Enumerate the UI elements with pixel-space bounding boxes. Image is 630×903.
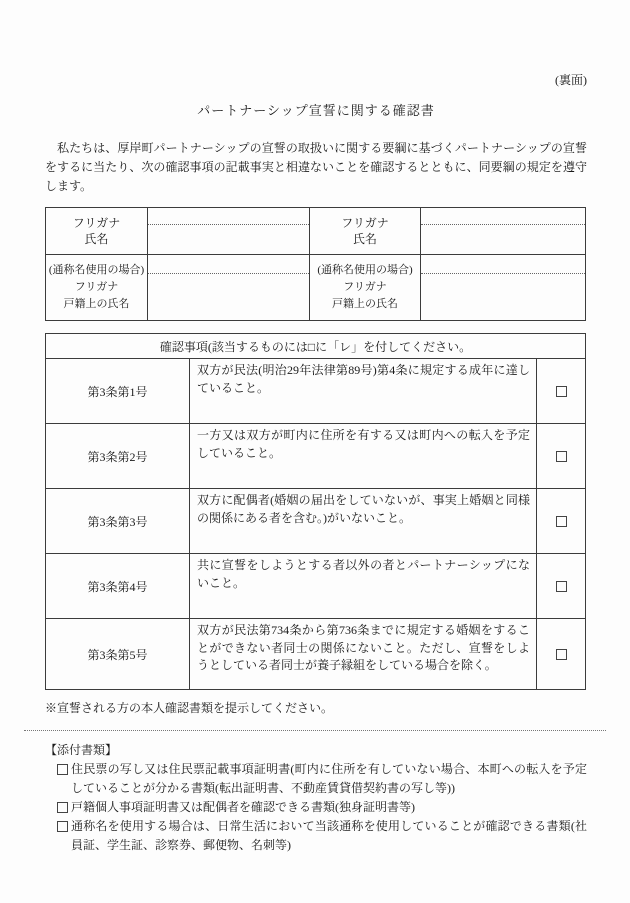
list-item <box>57 817 587 855</box>
confirm-table <box>45 333 586 690</box>
alias-label-line: フリガナ <box>343 281 387 293</box>
alias-input-right[interactable] <box>421 255 586 321</box>
name-input-right[interactable] <box>421 208 586 255</box>
attachments-heading: 【添付書類】 <box>45 743 118 757</box>
alias-label-left <box>46 255 148 321</box>
name-label-left <box>46 208 148 255</box>
table-row <box>46 554 586 619</box>
checkbox-icon[interactable] <box>556 649 567 660</box>
name-input-left[interactable] <box>148 208 310 255</box>
condition-text: 一方又は双方が町内に住所を有する又は町内への転入を予定していること。 <box>190 424 537 489</box>
attachments-list <box>57 760 587 855</box>
checkbox-cell[interactable] <box>537 359 586 424</box>
alias-label-line: フリガナ <box>74 281 119 293</box>
article-number: 第3条第1号 <box>46 359 190 424</box>
attachment-item-text: 通称名を使用する場合は、日常生活において当該通称を使用していることが確認できる書類(社員証、学生証、診察券、郵便物、名刺等) <box>71 819 587 852</box>
alias-label-line: (通称名使用の場合) <box>48 264 145 276</box>
page-title: パートナーシップ宣誓に関する確認書 <box>197 103 435 118</box>
checkbox-icon[interactable] <box>556 386 567 397</box>
article-number: 第3条第3号 <box>46 489 190 554</box>
checkbox-icon[interactable] <box>57 821 68 832</box>
condition-text: 双方が民法第734条から第736条までに規定する婚姻をすることができない者同士の関係にないこと。ただし、宣誓をしようとしている者同士が養子縁組をしている場合を除く。 <box>190 619 537 690</box>
side-label: (裏面) <box>555 73 587 87</box>
alias-label-right <box>310 255 421 321</box>
dotted-writing-line <box>148 224 309 225</box>
confirm-table-header-row <box>46 334 586 359</box>
alias-input-left[interactable] <box>148 255 310 321</box>
dotted-writing-line <box>421 273 585 274</box>
intro-paragraph: 私たちは、厚岸町パートナーシップの宣誓の取扱いに関する要綱に基づくパートナーシップの宣誓をするに当たり、次の確認事項の記載事実と相違ないことを確認するとともに、同要綱の規定を遵守します。 <box>45 141 587 193</box>
attachment-item-text: 住民票の写し又は住民票記載事項証明書(町内に住所を有していない場合、本町への転入を予定していることが分かる書類(転出証明書、不動産賃貸借契約書の写し等)) <box>71 762 587 795</box>
attachment-item-text: 戸籍個人事項証明書又は配偶者を確認できる書類(独身証明書等) <box>71 800 415 814</box>
name-label-line: フリガナ <box>72 216 121 230</box>
condition-text: 共に宣誓をしようとする者以外の者とパートナーシップにないこと。 <box>190 554 537 619</box>
confirm-table-header: 確認事項(該当するものには□に「レ」を付してください。 <box>46 334 586 359</box>
table-row <box>46 619 586 690</box>
dotted-writing-line <box>148 273 309 274</box>
name-label-line: 氏名 <box>84 232 109 246</box>
name-label-right <box>310 208 421 255</box>
identity-note: ※宣誓される方の本人確認書類を提示してください。 <box>45 701 334 715</box>
table-row <box>46 424 586 489</box>
checkbox-cell[interactable] <box>537 554 586 619</box>
name-label-line: フリガナ <box>341 216 389 230</box>
table-row <box>46 359 586 424</box>
checkbox-icon[interactable] <box>556 516 567 527</box>
name-row-1 <box>46 208 586 255</box>
article-number: 第3条第4号 <box>46 554 190 619</box>
alias-row <box>46 255 586 321</box>
list-item <box>57 760 587 798</box>
checkbox-icon[interactable] <box>556 581 567 592</box>
alias-label-line: 戸籍上の氏名 <box>63 298 130 310</box>
name-label-line: 氏名 <box>352 232 377 246</box>
dotted-writing-line <box>421 224 585 225</box>
condition-text: 双方が民法(明治29年法律第89号)第4条に規定する成年に達していること。 <box>190 359 537 424</box>
condition-text: 双方に配偶者(婚姻の届出をしていないが、事実上婚姻と同様の関係にある者を含む。)がいないこと。 <box>190 489 537 554</box>
alias-label-line: (通称名使用の場合) <box>317 264 413 276</box>
alias-label-line: 戸籍上の氏名 <box>332 298 398 310</box>
checkbox-icon[interactable] <box>556 451 567 462</box>
article-number: 第3条第2号 <box>46 424 190 489</box>
article-number: 第3条第5号 <box>46 619 190 690</box>
checkbox-cell[interactable] <box>537 489 586 554</box>
checkbox-cell[interactable] <box>537 424 586 489</box>
attachments-section <box>45 741 587 855</box>
checkbox-icon[interactable] <box>57 764 68 775</box>
table-row <box>46 489 586 554</box>
checkbox-icon[interactable] <box>57 802 68 813</box>
dotted-separator <box>24 730 606 731</box>
list-item <box>57 798 587 817</box>
checkbox-cell[interactable] <box>537 619 586 690</box>
name-table <box>45 207 586 321</box>
